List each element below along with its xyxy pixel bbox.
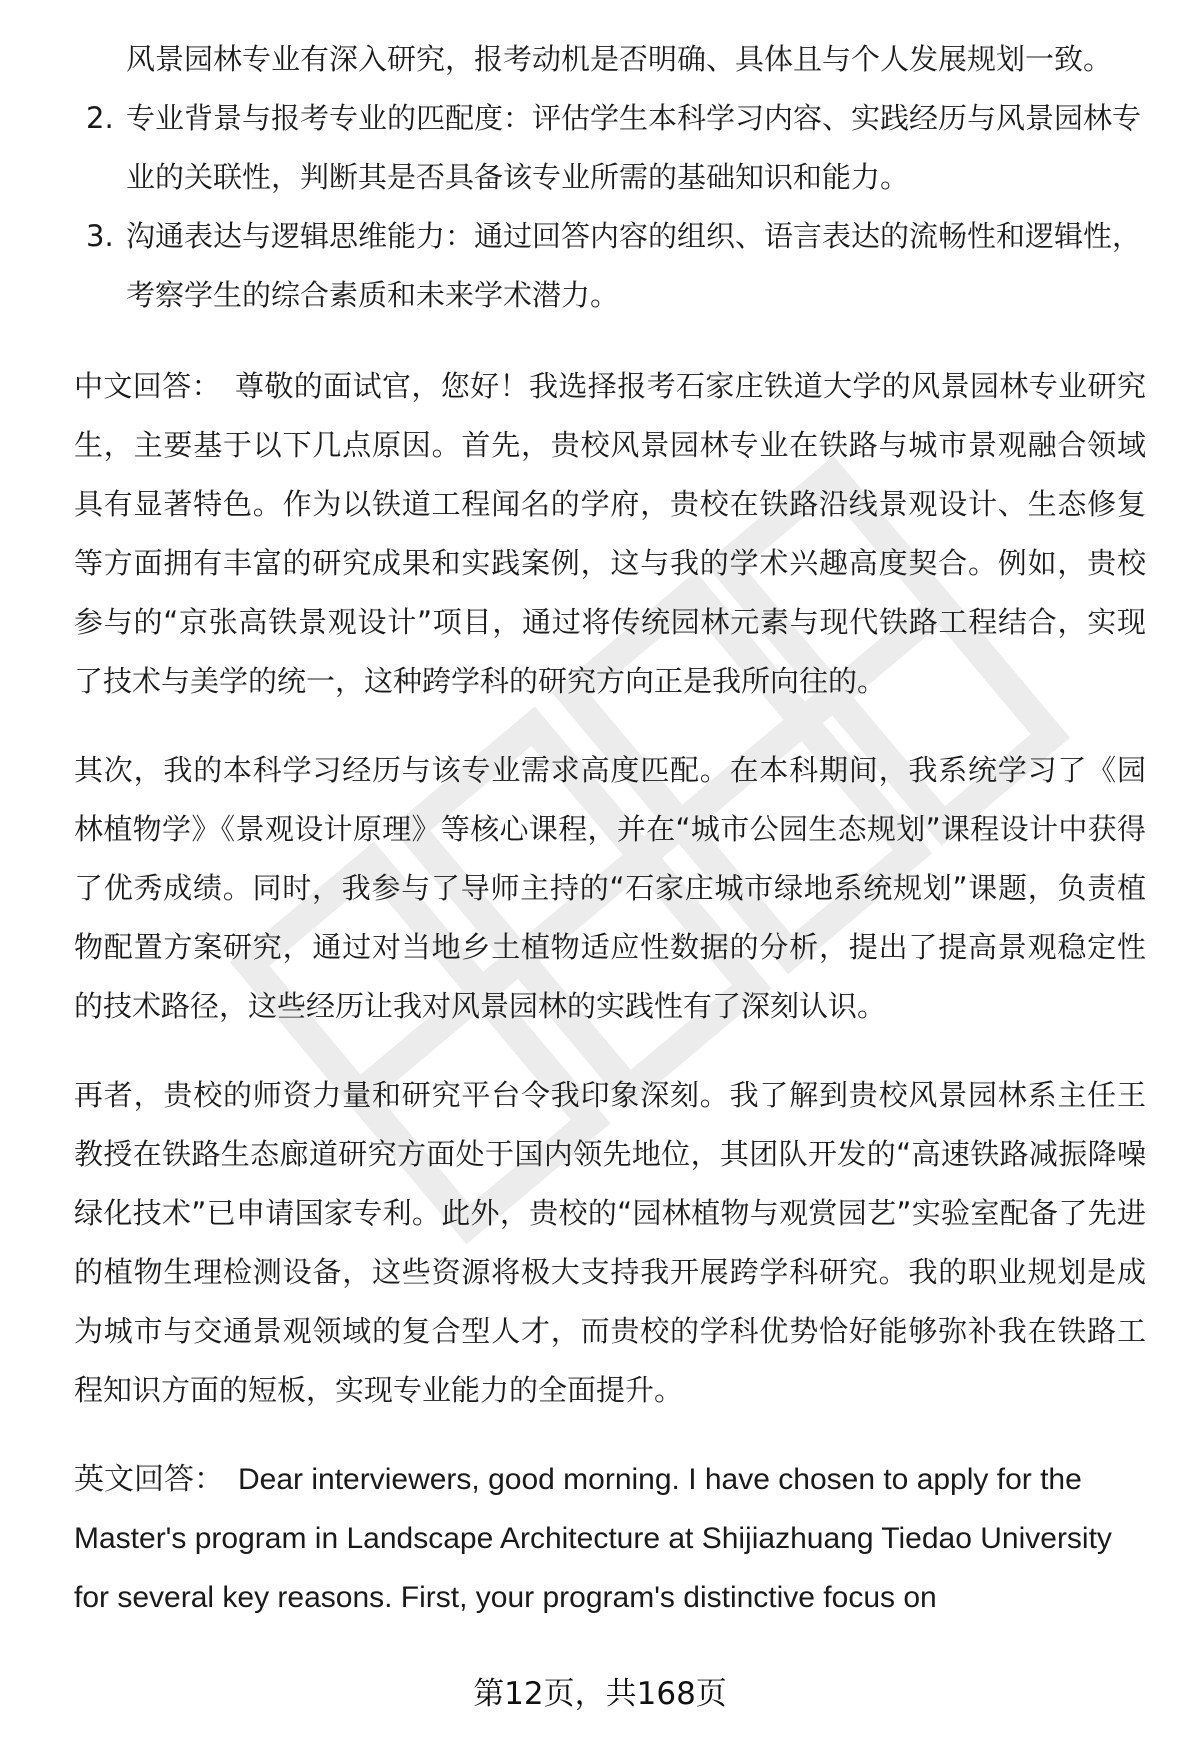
paragraph-text: Dear interviewers, good morning. I have chosen to apply for the Master's program in Landscape Architecture at Shijiazhuang Tiedao University for several key reasons. First, your program's distinctive focus on [74, 1463, 1112, 1614]
paragraph-text: 再者，贵校的师资力量和研究平台令我印象深刻。我了解到贵校风景园林系主任王教授在铁路生态廊道研究方面处于国内领先地位，其团队开发的“高速铁路减振降噪绿化技术”已申请国家专利。此外，贵校的“园林植物与观赏园艺”实验室配备了先进的植物生理检测设备，这些资源将极大支持我开展跨学科研究。我的职业规划是成为城市与交通景观领域的复合型人才，而贵校的学科优势恰好能够弥补我在铁路工程知识方面的短板，实现专业能力的全面提升。 [74, 1078, 1146, 1407]
english-answer-label: 英文回答： [74, 1463, 224, 1496]
list-item [74, 30, 1146, 89]
list-item-number: 3. [86, 219, 114, 253]
list-item-text: 风景园林专业有深入研究，报考动机是否明确、具体且与个人发展规划一致。 [126, 42, 1113, 76]
criteria-list [74, 30, 1146, 325]
chinese-answer-paragraph [74, 741, 1146, 1036]
list-item [74, 89, 1146, 207]
chinese-answer-label: 中文回答： [74, 369, 221, 403]
page-number: 第12页，共168页 [473, 1676, 727, 1712]
chinese-answer-paragraph [74, 357, 1146, 711]
chinese-answer-paragraph [74, 1066, 1146, 1420]
list-item [74, 207, 1146, 325]
list-item-text: 专业背景与报考专业的匹配度：评估学生本科学习内容、实践经历与风景园林专业的关联性，判断其是否具备该专业所需的基础知识和能力。 [126, 101, 1142, 194]
paragraph-text: 尊敬的面试官，您好！我选择报考石家庄铁道大学的风景园林专业研究生，主要基于以下几点原因。首先，贵校风景园林专业在铁路与城市景观融合领域具有显著特色。作为以铁道工程闻名的学府，贵校在铁路沿线景观设计、生态修复等方面拥有丰富的研究成果和实践案例，这与我的学术兴趣高度契合。例如，贵校参与的“京张高铁景观设计”项目，通过将传统园林元素与现代铁路工程结合，实现了技术与美学的统一，这种跨学科的研究方向正是我所向往的。 [74, 369, 1146, 698]
english-answer-paragraph [74, 1450, 1146, 1627]
paragraph-text: 其次，我的本科学习经历与该专业需求高度匹配。在本科期间，我系统学习了《园林植物学》《景观设计原理》等核心课程，并在“城市公园生态规划”课程设计中获得了优秀成绩。同时，我参与了导师主持的“石家庄城市绿地系统规划”课题，负责植物配置方案研究，通过对当地乡土植物适应性数据的分析，提出了提高景观稳定性的技术路径，这些经历让我对风景园林的实践性有了深刻认识。 [74, 753, 1146, 1023]
document-content [74, 30, 1146, 1627]
list-item-text: 沟通表达与逻辑思维能力：通过回答内容的组织、语言表达的流畅性和逻辑性，考察学生的综合素质和未来学术潜力。 [126, 219, 1142, 312]
list-item-number: 2. [86, 101, 114, 135]
